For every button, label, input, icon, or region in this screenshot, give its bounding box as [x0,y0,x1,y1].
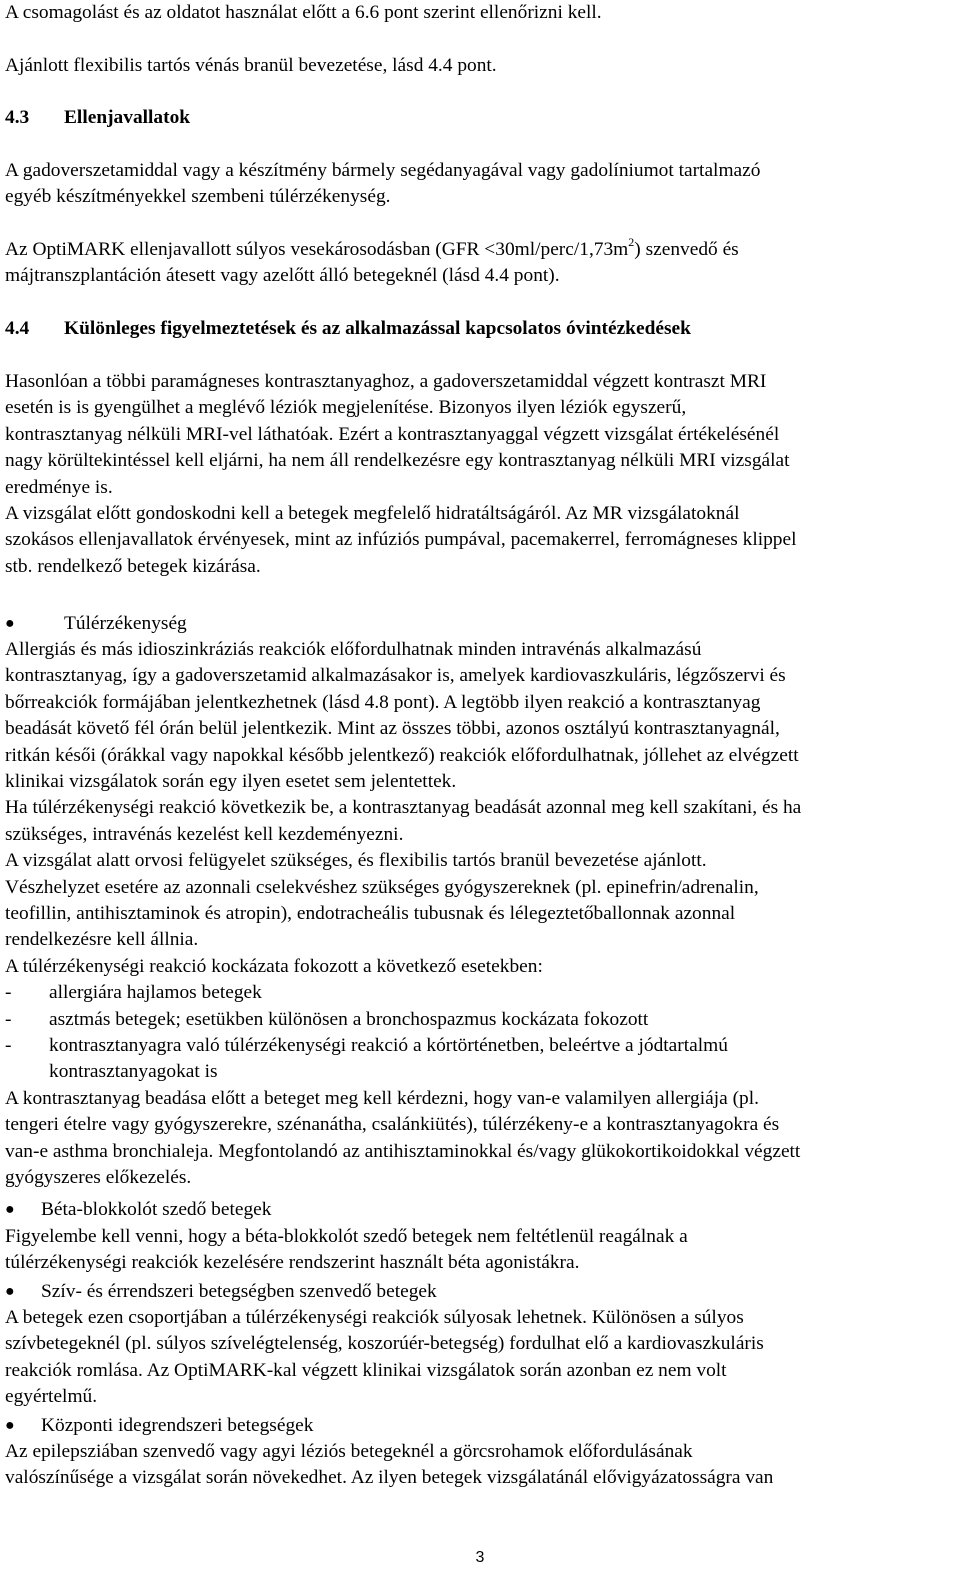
bullet-cns: ● Központi idegrendszeri betegségek [5,1413,954,1439]
section-4-4-title: Különleges figyelmeztetések és az alkalmazással kapcsolatos óvintézkedések [64,318,691,339]
bullet-cardiovascular: ● Szív- és érrendszeri betegségben szenvedő betegek [5,1279,954,1305]
risk-item: - asztmás betegek; esetükben különösen a bronchospazmus kockázata fokozott [5,1009,649,1030]
bullet-dot-icon: ● [5,1283,15,1300]
page-number: 3 [475,1549,485,1566]
contraindication-paragraph-1: A gadoverszetamiddal vagy a készítmény bármely segédanyagával vagy gadolíniumot tartalmazó egyéb készítményekkel szembeni túlérzékenység. [5,160,761,208]
cardiovascular-paragraph: A betegek ezen csoportjában a túlérzékenységi reakciók súlyosak lehetnek. Különösen a súlyos szívbetegeknél (pl. súlyos szívelégtelenség, koszorúér-betegség) fordulhat elő a kardiovaszkuláris reakciók romlása. Az OptiMARK-kal végzett klinikai vizsgálatok során azonban ez nem volt egyértelmű. [5,1307,764,1408]
allergy-inquiry-paragraph: A kontrasztanyag beadása előtt a beteget meg kell kérdezni, hogy van-e valamilyen allergiája (pl. tengeri ételre vagy gyógyszerekre, szénanátha, csalánkiütés), túlérzékeny-e a kontrasztanyagokra és van-e asthma bronchialeja. Megfontolandó az antihisztaminokkal és/vagy glükokortikoidokkal végzett gyógyszeres előkezelés. [5,1088,801,1189]
hypersensitivity-paragraph: Allergiás és más idioszinkráziás reakciók előfordulhatnak minden intravénás alkalmazású kontrasztanyag, így a gadoverszetamid alkalmazásakor is, amelyek kardiovaszkuláris, légzőszervi és bőrreakciók formájában jelentkezhetnek (lásd 4.8 pont). A legtöbb ilyen reakció a kontrasztanyag beadását követő fél órán belül jelentkezik. Mint az összes többi, azonos osztályú kontrasztanyagnál, ritkán késői (órákkal vagy napokkal később jelentkező) reakciók előfordulhatnak, jóllehet az elvégzett klinikai vizsgálatok során egy ilyen esetet sem jelentettek. Ha túlérzékenységi reakció következik be, a kontrasztanyag beadását azonnal meg kell szakítani, és ha szükséges, intravénás kezelést kell kezdeményezni. A vizsgálat alatt orvosi felügyelet szükséges, és flexibilis tartós branül bevezetése ajánlott. Vészhelyzet esetére az azonnali cselekvéshez szükséges gyógyszereknek (pl. epinefrin/adrenalin, teofillin, antihisztaminok és atropin), endotracheális tubusnak és lélegeztetőballonnak azonnal rendelkezésre kell állnia. A túlérzékenységi reakció kockázata fokozott a következő esetekben: [5,639,802,977]
bullet-hypersensitivity: ● Túlérzékenység [5,611,954,637]
risk-item: - kontrasztanyagra való túlérzékenységi reakció a kórtörténetben, beleértve a jódtartalmú kontrasztanyagokat is [5,1035,728,1083]
bullet-dot-icon: ● [5,1417,15,1434]
risk-item: - allergiára hajlamos betegek [5,982,262,1003]
bullet-dot-icon: ● [5,1201,15,1218]
section-4-3-title: Ellenjavallatok [64,107,191,128]
section-4-4-number: 4.4 [5,318,30,339]
intro-line-1: A csomagolást és az oldatot használat előtt a 6.6 pont szerint ellenőrizni kell. [5,2,602,23]
contraindication-paragraph-2: Az OptiMARK ellenjavallott súlyos vesekárosodásban $(GFR <30ml/perc/1,73m^2)$ szenvedő és májtranszplantáción átesett vagy azelőtt álló betegeknél (lásd 4.4 pont). [5,234,739,287]
beta-blockers-paragraph: Figyelembe kell venni, hogy a béta-blokkolót szedő betegek nem feltétlenül reagálnak a túlérzékenységi reakciók kezelésére rendszerint használt béta agonistákra. [5,1226,688,1274]
intro-line-2: Ajánlott flexibilis tartós vénás branül bevezetése, lásd 4.4 pont. [5,55,497,76]
section-4-3-heading [5,105,954,131]
bullet-beta-blockers: ● Béta-blokkolót szedő betegek [5,1197,954,1223]
bullet-dot-icon: ● [5,615,15,632]
section-4-3-number: 4.3 [5,107,30,128]
warnings-paragraph-1: Hasonlóan a többi paramágneses kontrasztanyaghoz, a gadoverszetamiddal végzett kontraszt MRI esetén is is gyengülhet a meglévő léziók megjelenítése. Bizonyos ilyen léziók egyszerű, kontrasztanyag nélküli MRI-vel láthatóak. Ezért a kontrasztanyaggal végzett vizsgálat értékelésénél nagy körültekintéssel kell eljárni, ha nem áll rendelkezésre egy kontrasztanyag nélküli MRI vizsgálat eredménye is. A vizsgálat előtt gondoskodni kell a betegek megfelelő hidratáltságáról. Az MR vizsgálatoknál szokásos ellenjavallatok érvényesek, mint az infúziós pumpával, pacemakerrel, ferromágneses klippel stb. rendelkező betegek kizárása. [5,371,797,577]
section-4-4-heading [5,316,954,342]
cns-paragraph: Az epilepsziában szenvedő vagy agyi léziós betegeknél a görcsrohamok előfordulásának valószínűsége a vizsgálat során növekedhet. Az ilyen betegek vizsgálatánál elővigyázatosságra van [5,1441,774,1489]
